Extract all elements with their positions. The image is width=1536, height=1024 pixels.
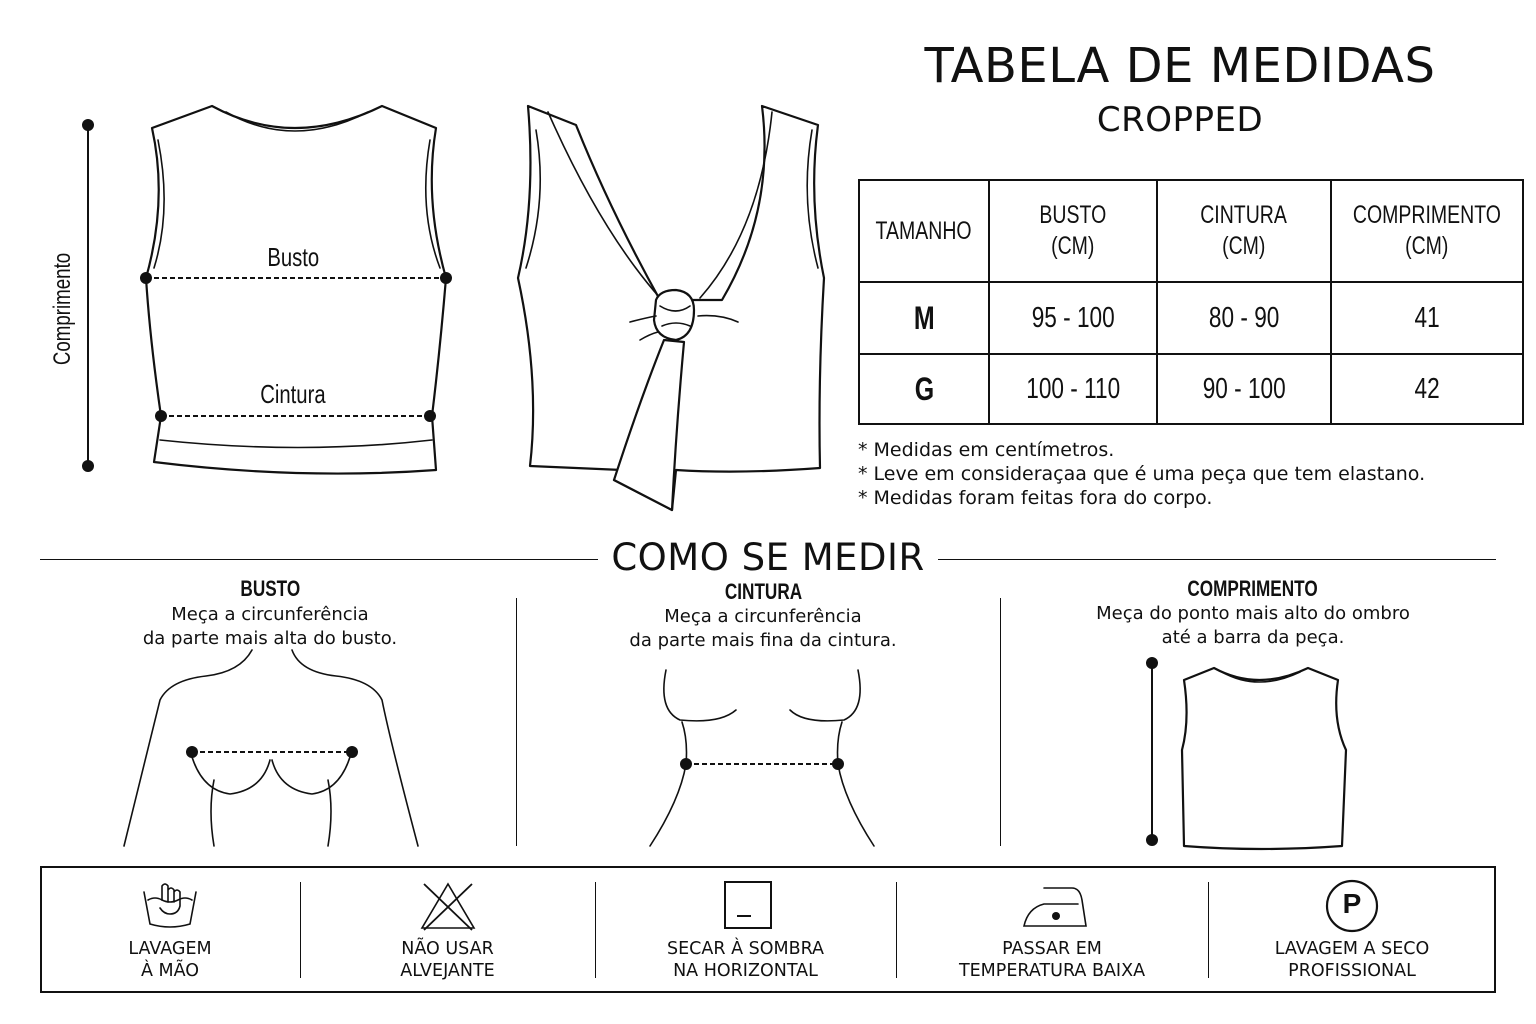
page-subtitle: CROPPED (1096, 100, 1264, 140)
table-cell: 42 (1331, 354, 1523, 424)
bust-label: Busto (267, 242, 319, 272)
waist-instructions: Meça a circunferência da parte mais fina da cintura. (629, 606, 897, 651)
waist-label: Cintura (260, 379, 326, 409)
care-hand-wash (40, 866, 300, 993)
care-iron-low (896, 866, 1208, 993)
note-line: * Leve em consideraçaa que é uma peça que tem elastano. (858, 463, 1426, 485)
length-label: Comprimento (49, 252, 76, 366)
table-cell: 95 - 100 (989, 282, 1157, 354)
how-to-measure-title: COMO SE MEDIR (600, 536, 936, 579)
care-label: LAVAGEM A SECO PROFISSIONAL (1274, 939, 1430, 981)
table-cell: 41 (1331, 282, 1523, 354)
table-cell: 80 - 90 (1157, 282, 1331, 354)
dry-flat-shade-icon (719, 880, 779, 934)
care-dry-clean (1208, 866, 1496, 993)
note-line: * Medidas em centímetros. (858, 439, 1115, 461)
dry-clean-symbol: P (1342, 888, 1362, 919)
bust-heading: BUSTO (240, 576, 300, 601)
note-line: * Medidas foram feitas fora do corpo. (858, 487, 1213, 509)
care-label: LAVAGEM À MÃO (128, 939, 212, 981)
hand-wash-icon (140, 880, 200, 934)
table-header-cell: TAMANHO (859, 180, 989, 282)
length-heading: COMPRIMENTO (1187, 576, 1319, 601)
care-dry-flat-shade (595, 866, 896, 993)
bust-instructions: Meça a circunferência da parte mais alta do busto. (142, 604, 398, 649)
care-label: NÃO USAR ALVEJANTE (400, 939, 495, 981)
table-header-cell: BUSTO (CM) (989, 180, 1157, 282)
care-no-bleach (300, 866, 595, 993)
iron-low-icon (1020, 880, 1090, 934)
page-title: TABELA DE MEDIDAS (924, 38, 1436, 94)
table-cell: 90 - 100 (1157, 354, 1331, 424)
table-header-cell: CINTURA (CM) (1157, 180, 1331, 282)
table-cell: 100 - 110 (989, 354, 1157, 424)
care-label: PASSAR EM TEMPERATURA BAIXA (958, 939, 1146, 981)
care-label: SECAR À SOMBRA NA HORIZONTAL (666, 939, 825, 981)
length-instructions: Meça do ponto mais alto do ombro até a barra da peça. (1096, 603, 1410, 648)
waist-heading: CINTURA (724, 579, 802, 604)
no-bleach-icon (418, 880, 478, 934)
table-cell: G (859, 354, 989, 424)
table-header-cell: COMPRIMENTO (CM) (1331, 180, 1523, 282)
table-cell: M (859, 282, 989, 354)
